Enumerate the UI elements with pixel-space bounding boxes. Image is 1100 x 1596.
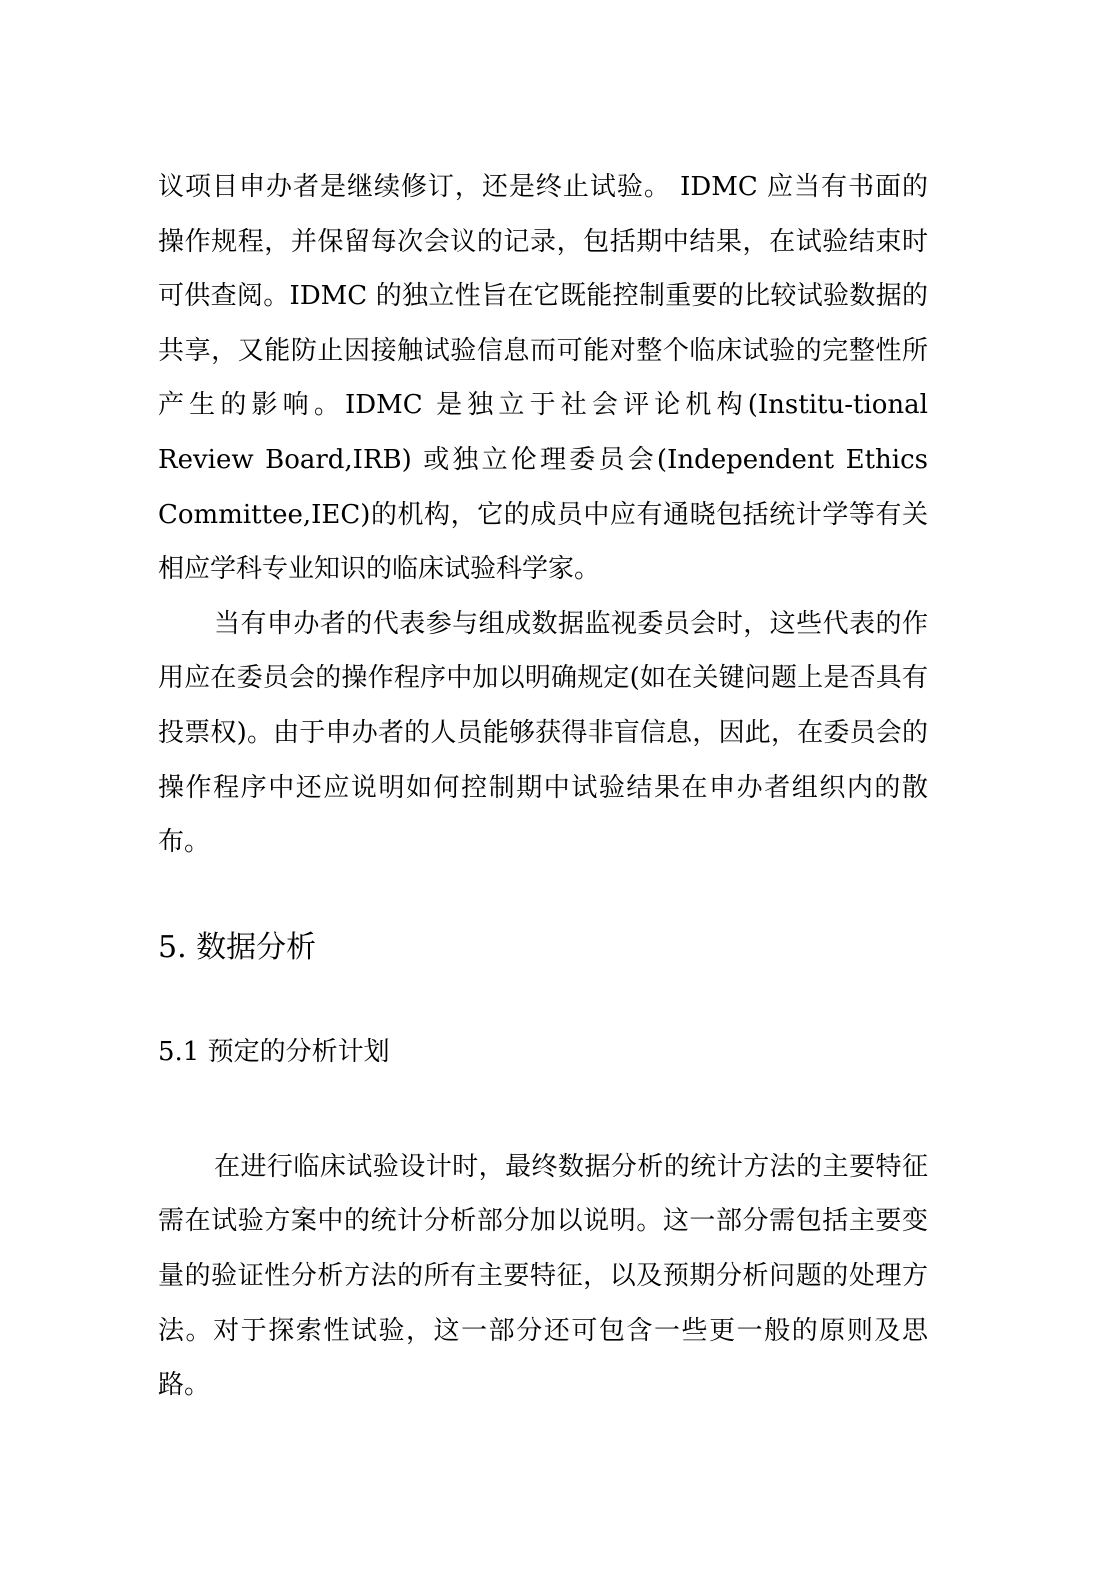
- paragraph-idmc-procedures: 议项目申办者是继续修订，还是终止试验。 IDMC 应当有书面的操作规程，并保留每次会议的记录，包括期中结果，在试验结束时可供查阅。IDMC 的独立性旨在它既能控制重要的比较试验数据的共享，又能防止因接触试验信息而可能对整个临床试验的完整性所产生的影响。IDMC 是独立于社会评论机构(Institu-tional Review Board,IRB) 或独立伦理委员会(Independent Ethics Committee,IEC)的机构，它的成员中应有通晓包括统计学等有关相应学科专业知识的临床试验科学家。: [158, 172, 928, 585]
- subsection-heading-analysis-plan: 5.1 预定的分析计划: [158, 1036, 390, 1067]
- section-heading-data-analysis: 5. 数据分析: [158, 929, 317, 965]
- paragraph-analysis-plan: 在进行临床试验设计时，最终数据分析的统计方法的主要特征需在试验方案中的统计分析部分加以说明。这一部分需包括主要变量的验证性分析方法的所有主要特征，以及预期分析问题的处理方法。对于探索性试验，这一部分还可包含一些更一般的原则及思路。: [158, 1151, 928, 1401]
- document-page: [158, 160, 928, 1413]
- paragraph-sponsor-representatives: 当有申办者的代表参与组成数据监视委员会时，这些代表的作用应在委员会的操作程序中加以明确规定(如在关键问题上是否具有投票权)。由于申办者的人员能够获得非盲信息，因此，在委员会的操作程序中还应说明如何控制期中试验结果在申办者组织内的散布。: [158, 608, 928, 858]
